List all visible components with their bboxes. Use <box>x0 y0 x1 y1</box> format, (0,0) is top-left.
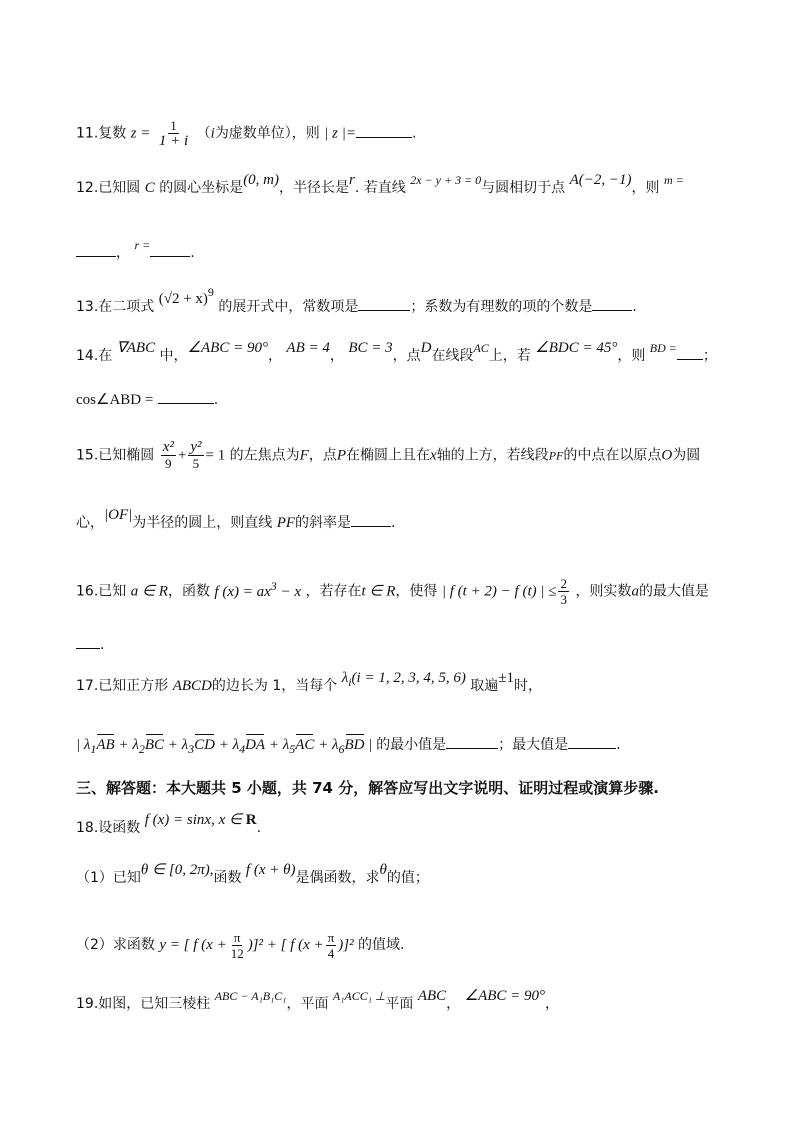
math-expr: 2x − y + 3 = 0 <box>410 173 482 187</box>
question-13: 13.在二项式 $(√2 + x)^9$ 的展开式中，常数项是 ；系数为有理数的项的个数是 . <box>76 285 637 315</box>
math-expr: A₁ACC₁ ⊥ <box>332 989 386 1003</box>
answer-blank <box>150 242 190 257</box>
math-expr: BD = <box>649 341 677 355</box>
question-number: 11. <box>76 125 99 142</box>
question-17-cont: | $\lambda_1AB + \lambda_2BC + \lambda_3CD + \lambda_4DA + \lambda_5AC + \lambda_6BD$ | 的最小值是 ；最大值是 . <box>76 734 621 759</box>
question-19: 19.如图，已知三棱柱 ABC − A₁B₁C₁，平面 A₁ACC₁ ⊥平面 ABC， ∠ABC = 90°， <box>76 988 560 1012</box>
math-expr: θ ∈ [0, 2π), <box>140 862 214 878</box>
math-expr: BC = 3 <box>348 340 393 356</box>
math-expr: f (x + θ) <box>245 862 296 878</box>
fraction: $\frac{\text{x²}}{9}$ <box>162 439 174 471</box>
question-18-part-1: （1）已知θ ∈ [0, 2π),函数 f (x + θ)是偶函数，求θ的值； <box>76 862 429 886</box>
question-17: 17.已知正方形 ABCD的边长为 1，当每个 $\lambda_i(i = 1$, 2, 3, 4, 5, 6) 取遍±1时， <box>76 670 543 694</box>
question-12: 12.已知圆 C 的圆心坐标是(0, m)，半径长是r. 若直线 2x − y + 3 = 0与圆相切于点 A(−2, −1)，则 m = <box>76 172 684 196</box>
math-expr: | z |= <box>324 125 356 142</box>
question-14: 14.在 ∇ABC 中，∠ABC = 90°， AB = 4， BC = 3，点D在线段AC上，若 ∠BDC = 45°，则 BD = ； <box>76 340 717 364</box>
question-number: 15. <box>76 447 99 464</box>
math-expr: f (x) = sinx, x ∈ R <box>144 812 257 828</box>
math-expr: (0, m) <box>243 172 280 188</box>
question-11: 11.复数 z = $\frac{1}{1 + i}$ （i为虚数单位），则 | z |= . <box>76 118 417 149</box>
question-18: 18.设函数 f (x) = sinx, x ∈ R. <box>76 812 262 836</box>
math-expr: ABC − A₁B₁C₁ <box>214 989 287 1003</box>
question-number: 12. <box>76 180 99 196</box>
fraction: $\frac{1}{1 + i}$ <box>158 118 189 149</box>
question-number: 18. <box>76 820 99 836</box>
math-expr: m = <box>663 173 684 187</box>
math-expr: |OF| <box>104 507 133 523</box>
math-expr: $\lambda_i(i = 1$, 2, 3, 4, 5, 6) <box>341 670 466 689</box>
question-number: 19. <box>76 996 99 1012</box>
math-expr: t ∈ R <box>361 583 396 600</box>
math-expr: A(−2, −1) <box>569 172 632 188</box>
answer-blank <box>677 345 703 360</box>
question-16: 16.已知 a ∈ R，函数 f $(x) = ax^3 - x$ ，若存在t ∈ R，使得 | f (t + 2) − f (t) | ≤ $\frac{2}{3}$ ，则实数a的最大值是 <box>76 576 709 607</box>
answer-blank <box>351 512 391 527</box>
answer-blank <box>356 123 412 138</box>
question-15: 15.已知椭圆 $\frac{\text{x²}}{9}$ + $\frac{\text{y²}}{5}$ = 1 的左焦点为F，点P在椭圆上且在x轴的上方，若线段PF的中点在以原点O为圆 <box>76 439 701 471</box>
answer-blank <box>592 296 632 311</box>
question-number: 14. <box>76 348 99 364</box>
math-expr: ∠BDC = 45° <box>535 340 618 356</box>
vector-sum-expr: | $\lambda_1AB + \lambda_2BC + \lambda_3CD + \lambda_4DA + \lambda_5AC + \lambda_6BD$ | <box>76 737 373 756</box>
math-expr: | f (t + 2) − f (t) | ≤ <box>441 583 557 600</box>
question-16-cont: . <box>76 634 104 655</box>
fraction: $\frac{2}{3}$ <box>560 576 567 607</box>
math-expr: z = <box>130 125 151 142</box>
answer-blank <box>158 389 214 404</box>
answer-blank <box>358 296 410 311</box>
math-expr: cos∠ABD = <box>76 392 154 408</box>
question-number: 16. <box>76 583 99 600</box>
math-expr: $(√2 + x)^9$ <box>158 285 214 307</box>
question-12-cont: ， r = . <box>76 242 195 263</box>
math-expr: ∇ABC <box>116 340 156 356</box>
question-18-part-2: （2）求函数 y = [ f (x + $\frac{\pi}{12}$ )]² + [ f (x + $\frac{\pi}{4}$ )]² 的值域. <box>76 930 405 961</box>
math-expr: a ∈ R <box>130 583 168 600</box>
fraction: $\frac{\text{y²}}{5}$ <box>190 439 202 471</box>
answer-blank <box>76 242 116 257</box>
question-15-cont: 心，|OF|为半径的圆上，则直线 PF的斜率是 . <box>76 507 396 531</box>
answer-blank <box>446 734 498 749</box>
answer-blank <box>568 734 616 749</box>
question-14-cont: cos∠ABD = . <box>76 389 218 410</box>
math-expr: f $(x) = ax^3 - x$ <box>214 578 302 600</box>
math-expr: ∠ABC = 90° <box>464 988 546 1004</box>
math-expr: ∠ABC = 90° <box>187 340 268 356</box>
question-number: 17. <box>76 678 99 694</box>
answer-blank <box>76 634 100 649</box>
section-heading: 三、解答题：本大题共 5 小题，共 74 分，解答应写出文字说明、证明过程或演算步骤. <box>76 779 659 797</box>
question-number: 13. <box>76 299 99 315</box>
math-expr: AB = 4 <box>286 340 330 356</box>
math-expr: y = [ f (x + $\frac{\pi}{12}$ )]² + [ f (x + $\frac{\pi}{4}$ )]² <box>159 930 354 961</box>
